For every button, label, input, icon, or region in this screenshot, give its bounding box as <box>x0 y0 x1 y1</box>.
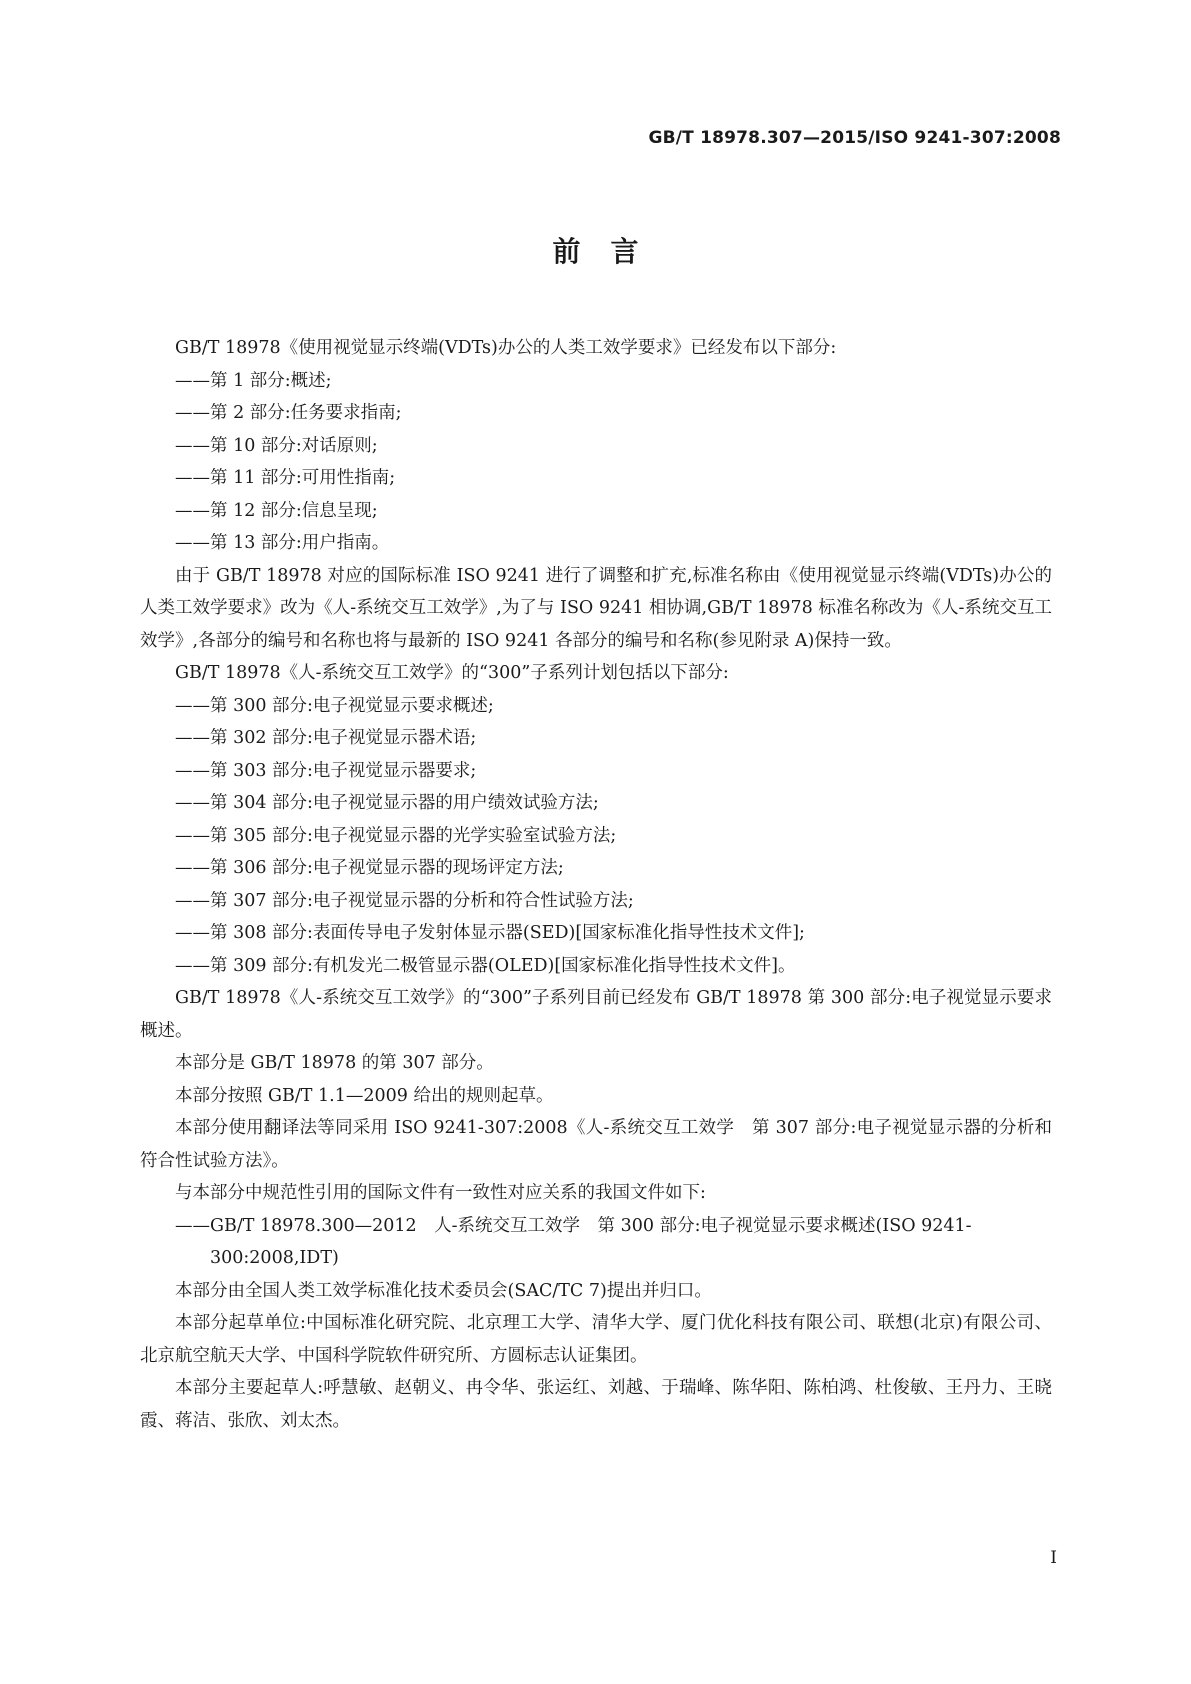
paragraph: GB/T 18978《人-系统交互工效学》的“300”子系列目前已经发布 GB/T 18978 第 300 部分:电子视觉显示要求概述。 <box>140 988 1052 1041</box>
list-item: ——第 307 部分:电子视觉显示器的分析和符合性试验方法; <box>175 890 634 911</box>
paragraph: GB/T 18978《使用视觉显示终端(VDTs)办公的人类工效学要求》已经发布以下部分: <box>175 338 837 358</box>
paragraph: 本部分按照 GB/T 1.1—2009 给出的规则起草。 <box>175 1085 554 1106</box>
reference-item <box>140 1210 1052 1275</box>
reference-line-1: ——GB/T 18978.300—2012 人-系统交互工效学 第 300 部分:电子视觉显示要求概述(ISO 9241- <box>175 1215 972 1236</box>
paragraph: 本部分主要起草人:呼慧敏、赵朝义、冉令华、张运红、刘越、于瑞峰、陈华阳、陈柏鸿、杜俊敏、王丹力、王晓霞、蒋洁、张欣、刘太杰。 <box>140 1378 1052 1431</box>
list-item: ——第 308 部分:表面传导电子发射体显示器(SED)[国家标准化指导性技术文件]; <box>175 923 805 943</box>
list-item: ——第 2 部分:任务要求指南; <box>175 403 402 423</box>
reference-line-2: 300:2008,IDT) <box>210 1248 339 1268</box>
list-item: ——第 302 部分:电子视觉显示器术语; <box>175 728 477 748</box>
list-item: ——第 11 部分:可用性指南; <box>175 468 396 488</box>
list-item: ——第 304 部分:电子视觉显示器的用户绩效试验方法; <box>175 793 599 813</box>
list-item: ——第 309 部分:有机发光二极管显示器(OLED)[国家标准化指导性技术文件]。 <box>175 955 796 976</box>
list-item: ——第 12 部分:信息呈现; <box>175 500 378 521</box>
list-item: ——第 306 部分:电子视觉显示器的现场评定方法; <box>175 858 564 878</box>
list-item: ——第 13 部分:用户指南。 <box>175 533 390 553</box>
page-number: I <box>1050 1548 1057 1568</box>
list-item: ——第 1 部分:概述; <box>175 370 332 391</box>
list-item: ——第 300 部分:电子视觉显示要求概述; <box>175 695 494 716</box>
paragraph: 本部分是 GB/T 18978 的第 307 部分。 <box>175 1053 494 1073</box>
paragraph: 本部分使用翻译法等同采用 ISO 9241-307:2008《人-系统交互工效学 第 307 部分:电子视觉显示器的分析和符合性试验方法》。 <box>140 1118 1052 1171</box>
paragraph: GB/T 18978《人-系统交互工效学》的“300”子系列计划包括以下部分: <box>175 663 729 683</box>
paragraph: 本部分由全国人类工效学标准化技术委员会(SAC/TC 7)提出并归口。 <box>175 1280 712 1301</box>
list-item: ——第 10 部分:对话原则; <box>175 435 378 456</box>
page-title: 前言 <box>552 235 669 268</box>
list-item: ——第 305 部分:电子视觉显示器的光学实验室试验方法; <box>175 825 617 846</box>
paragraph: 与本部分中规范性引用的国际文件有一致性对应关系的我国文件如下: <box>175 1183 706 1203</box>
list-item: ——第 303 部分:电子视觉显示器要求; <box>175 760 477 781</box>
paragraph: 本部分起草单位:中国标准化研究院、北京理工大学、清华大学、厦门优化科技有限公司、联想(北京)有限公司、北京航空航天大学、中国科学院软件研究所、方圆标志认证集团。 <box>140 1313 1052 1366</box>
standard-number: GB/T 18978.307—2015/ISO 9241-307:2008 <box>648 128 1061 148</box>
document-body <box>140 332 1052 1437</box>
paragraph: 由于 GB/T 18978 对应的国际标准 ISO 9241 进行了调整和扩充,标准名称由《使用视觉显示终端(VDTs)办公的人类工效学要求》改为《人-系统交互工效学》,为了与 ISO 9241 相协调,GB/T 18978 标准名称改为《人-系统交互工效学》,各部分的编号和名称也将与最新的 ISO 9241 各部分的编号和名称(参见附录 A)保持一致。 <box>140 565 1052 651</box>
